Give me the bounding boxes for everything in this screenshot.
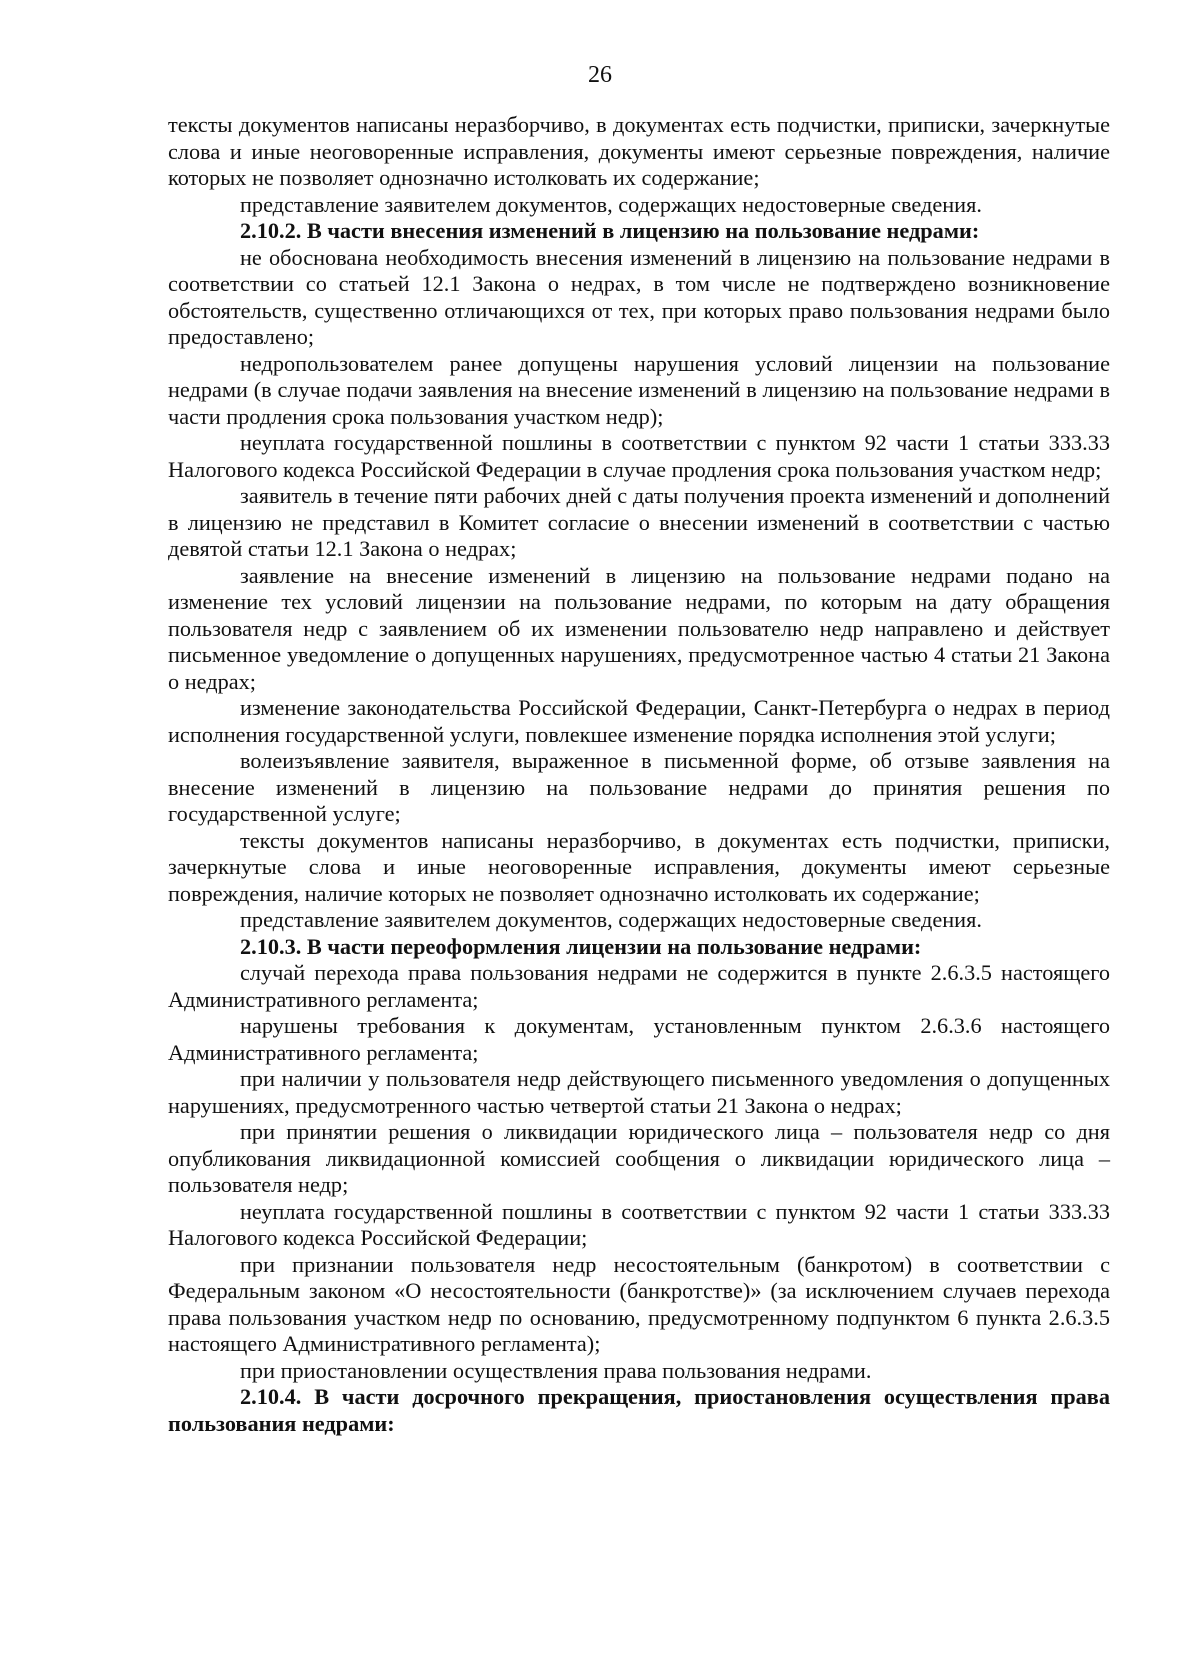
paragraph: нарушены требования к документам, установленным пунктом 2.6.3.6 настоящего Административного регламента;: [168, 1013, 1110, 1065]
paragraph: при принятии решения о ликвидации юридического лица – пользователя недр со дня опубликования ликвидационной комиссией сообщения о ликвидации юридического лица – пользователя недр;: [168, 1119, 1110, 1197]
paragraph: случай перехода права пользования недрами не содержится в пункте 2.6.3.5 настоящего Административного регламента;: [168, 960, 1110, 1012]
section-heading: 2.10.4. В части досрочного прекращения, приостановления осуществления права пользования недрами:: [168, 1384, 1110, 1436]
paragraph: неуплата государственной пошлины в соответствии с пунктом 92 части 1 статьи 333.33 Налогового кодекса Российской Федерации в случае продления срока пользования участком недр;: [168, 430, 1110, 482]
paragraph: волеизъявление заявителя, выраженное в письменной форме, об отзыве заявления на внесение изменений в лицензию на пользование недрами до принятия решения по государственной услуге;: [168, 748, 1110, 826]
section-heading: 2.10.3. В части переоформления лицензии на пользование недрами:: [240, 933, 922, 959]
paragraph: заявитель в течение пяти рабочих дней с даты получения проекта изменений и дополнений в лицензию не представил в Комитет согласие о внесении изменений в соответствии с частью девятой статьи 12.1 Закона о недрах;: [168, 483, 1110, 561]
paragraph: недропользователем ранее допущены нарушения условий лицензии на пользование недрами (в случае подачи заявления на внесение изменений в лицензию на пользование недрами в части продления срока пользования участком недр);: [168, 350, 1110, 429]
paragraph: изменение законодательства Российской Федерации, Санкт-Петербурга о недрах в период исполнения государственной услуги, повлекшее изменение порядка исполнения этой услуги;: [168, 695, 1110, 747]
paragraph: тексты документов написаны неразборчиво, в документах есть подчистки, приписки, зачеркнутые слова и иные неоговоренные исправления, документы имеют серьезные повреждения, наличие которых не позволяет однозначно истолковать их содержание;: [168, 112, 1110, 190]
paragraph: представление заявителем документов, содержащих недостоверные сведения.: [240, 907, 982, 932]
paragraph: неуплата государственной пошлины в соответствии с пунктом 92 части 1 статьи 333.33 Налогового кодекса Российской Федерации;: [168, 1198, 1110, 1250]
paragraph: при наличии у пользователя недр действующего письменного уведомления о допущенных нарушениях, предусмотренного частью четвертой статьи 21 Закона о недрах;: [168, 1066, 1110, 1118]
paragraph: тексты документов написаны неразборчиво, в документах есть подчистки, приписки, зачеркнутые слова и иные неоговоренные исправления, документы имеют серьезные повреждения, наличие которых не позволяет однозначно истолковать их содержание;: [168, 827, 1110, 906]
paragraph: при признании пользователя недр несостоятельным (банкротом) в соответствии с Федеральным законом «О несостоятельности (банкротстве)» (за исключением случаев перехода права пользования участком недр по основанию, предусмотренному подпунктом 6 пункта 2.6.3.5 настоящего Административного регламента);: [168, 1251, 1110, 1356]
page-number: 26: [588, 62, 612, 88]
paragraph: не обоснована необходимость внесения изменений в лицензию на пользование недрами в соответствии со статьей 12.1 Закона о недрах, в том числе не подтверждено возникновение обстоятельств, существенно отличающихся от тех, при которых право пользования недрами было предоставлено;: [168, 244, 1110, 349]
paragraph: заявление на внесение изменений в лицензию на пользование недрами подано на изменение тех условий лицензии на пользование недрами, по которым на дату обращения пользователя недр с заявлением об их изменении пользователю недр направлено и действует письменное уведомление о допущенных нарушениях, предусмотренное частью 4 статьи 21 Закона о недрах;: [168, 562, 1110, 694]
paragraph: представление заявителем документов, содержащих недостоверные сведения.: [240, 191, 982, 217]
paragraph: при приостановлении осуществления права пользования недрами.: [240, 1357, 872, 1383]
document-body: [168, 112, 1110, 1437]
section-heading: 2.10.2. В части внесения изменений в лицензию на пользование недрами:: [240, 218, 980, 243]
